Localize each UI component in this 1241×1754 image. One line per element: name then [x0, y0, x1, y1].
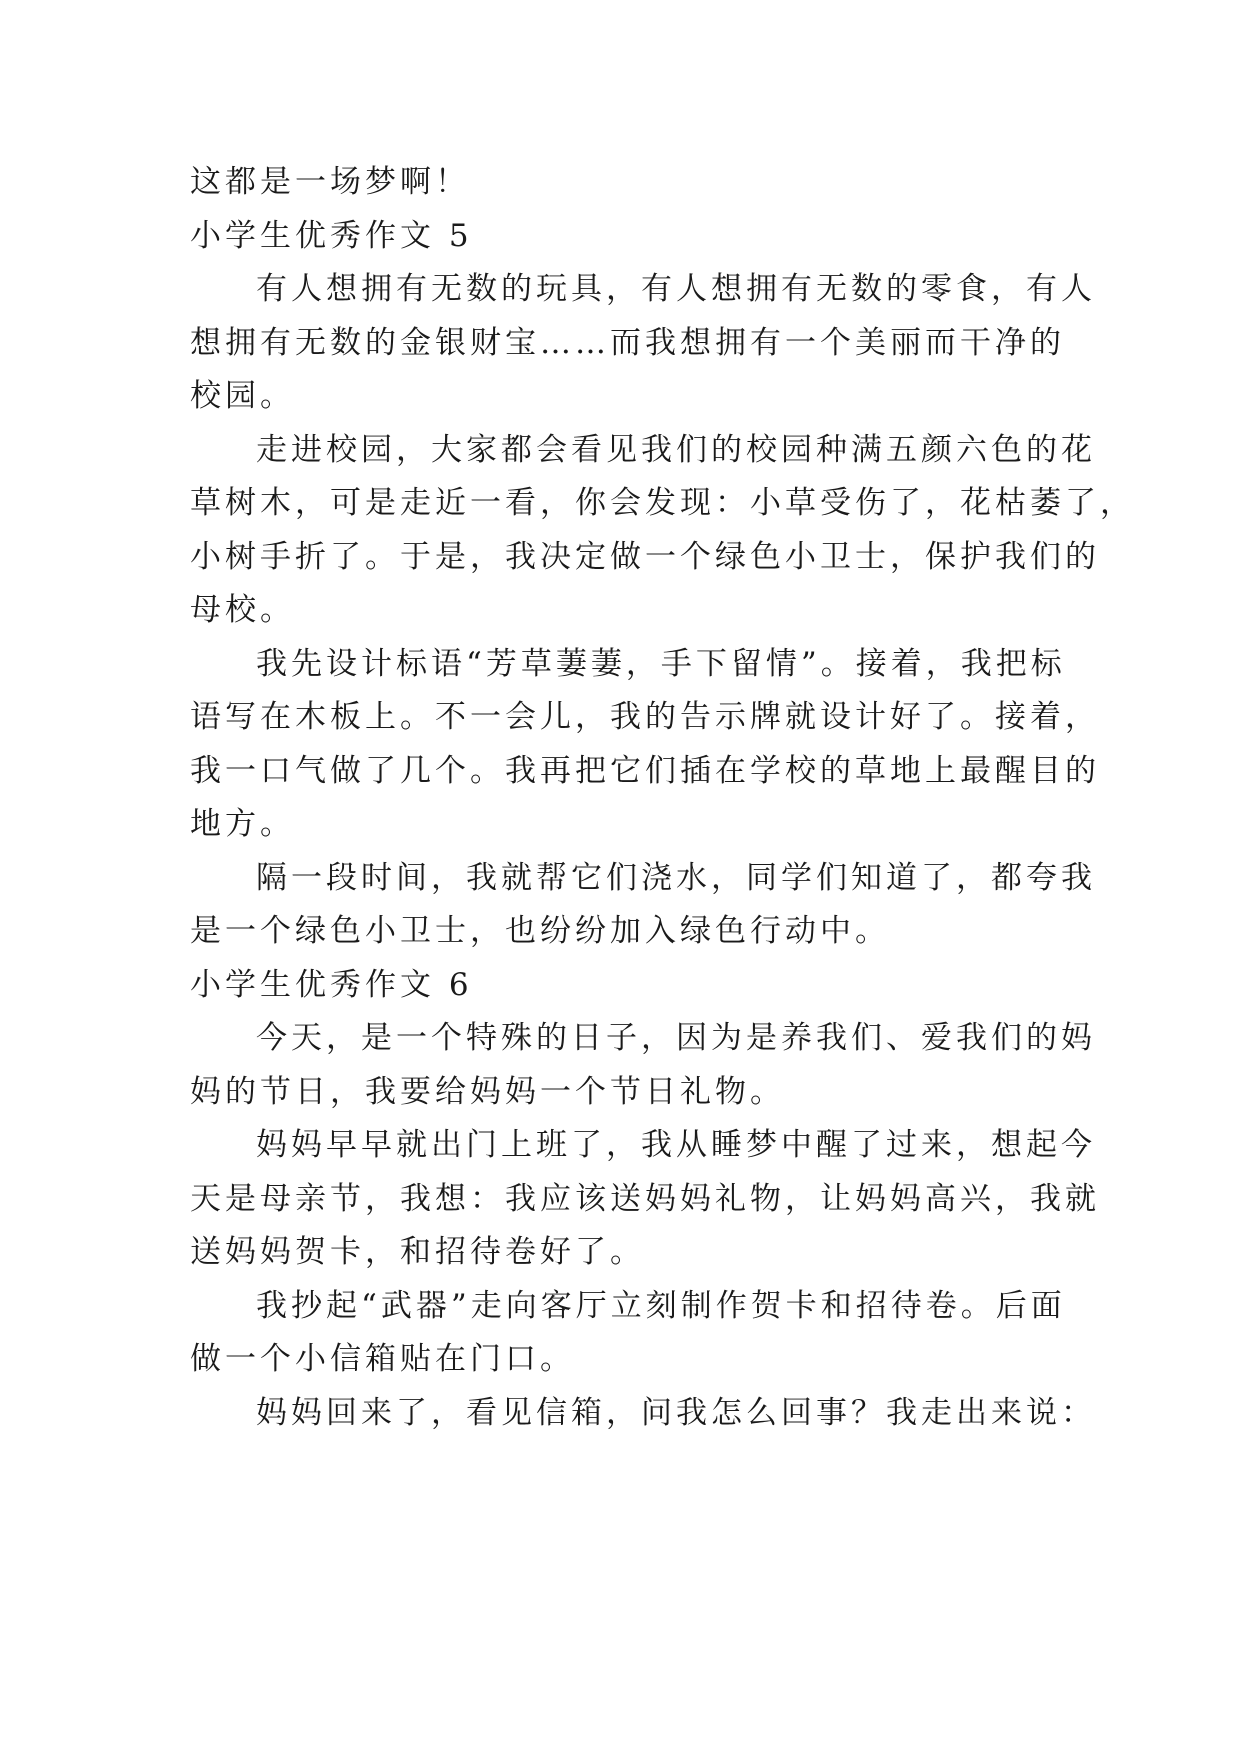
- paragraph-line: 是一个绿色小卫士，也纷纷加入绿色行动中。: [190, 913, 890, 949]
- paragraph-line: 我抄起“武器”走向客厅立刻制作贺卡和招待卷。后面: [256, 1287, 1066, 1324]
- paragraph-line: 有人想拥有无数的玩具，有人想拥有无数的零食，有人: [256, 271, 1096, 307]
- paragraph-line: 小树手折了。于是，我决定做一个绿色小卫士，保护我们的: [190, 538, 1100, 575]
- paragraph-line: 做一个小信箱贴在门口。: [190, 1341, 575, 1377]
- section-heading: 小学生优秀作文 5: [190, 217, 473, 254]
- paragraph-line: 草树木，可是走近一看，你会发现：小草受伤了，花枯萎了，: [190, 485, 1135, 521]
- paragraph-line: 天是母亲节，我想：我应该送妈妈礼物，让妈妈高兴，我就: [190, 1180, 1100, 1217]
- text-line: 这都是一场梦啊！: [190, 164, 470, 200]
- paragraph-line: 校园。: [190, 378, 295, 414]
- paragraph-line: 我先设计标语“芳草萋萋，手下留情”。接着，我把标: [256, 645, 1066, 682]
- paragraph-line: 地方。: [190, 806, 295, 842]
- paragraph-line: 今天，是一个特殊的日子，因为是养我们、爱我们的妈: [256, 1020, 1096, 1056]
- paragraph-line: 母校。: [190, 592, 295, 628]
- paragraph-line: 隔一段时间，我就帮它们浇水，同学们知道了，都夸我: [256, 859, 1096, 896]
- paragraph-line: 走进校园，大家都会看见我们的校园种满五颜六色的花: [256, 431, 1096, 468]
- paragraph-line: 想拥有无数的金银财宝……而我想拥有一个美丽而干净的: [190, 324, 1065, 361]
- paragraph-line: 妈妈回来了，看见信箱，问我怎么回事？我走出来说：: [256, 1394, 1096, 1431]
- paragraph-line: 语写在木板上。不一会儿，我的告示牌就设计好了。接着，: [190, 699, 1100, 735]
- paragraph-line: 妈妈早早就出门上班了，我从睡梦中醒了过来，想起今: [256, 1127, 1096, 1163]
- paragraph-line: 妈的节日，我要给妈妈一个节日礼物。: [190, 1073, 785, 1110]
- paragraph-line: 我一口气做了几个。我再把它们插在学校的草地上最醒目的: [190, 752, 1100, 789]
- paragraph-line: 送妈妈贺卡，和招待卷好了。: [190, 1234, 645, 1270]
- section-heading: 小学生优秀作文 6: [190, 966, 473, 1003]
- document-body: [190, 156, 1135, 1440]
